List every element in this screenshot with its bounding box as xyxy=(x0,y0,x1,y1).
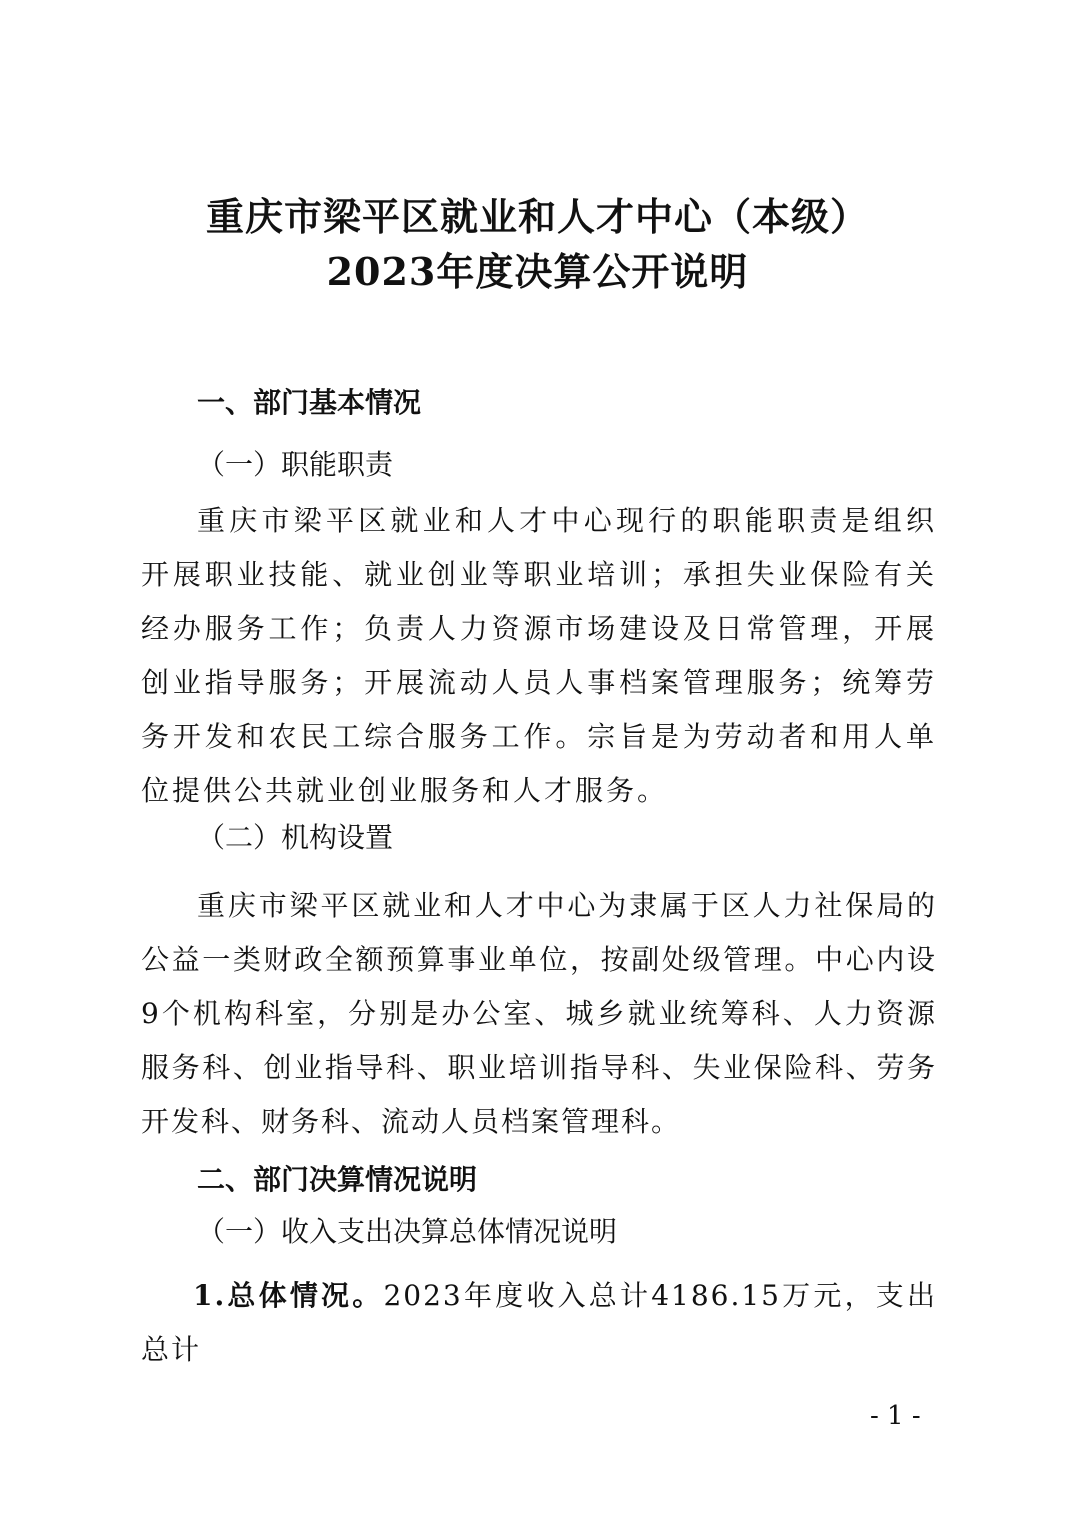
section2-sub1-heading: （一）收入支出决算总体情况说明 xyxy=(197,1215,618,1248)
section2-sub1-lead: 1.总体情况。 xyxy=(193,1279,384,1312)
section1-sub2-heading: （二）机构设置 xyxy=(197,821,394,854)
document-title-line2: 2023年度决算公开说明 xyxy=(326,249,749,294)
section2-sub1-body xyxy=(141,1269,937,1377)
section1-sub1-body: 重庆市梁平区就业和人才中心现行的职能职责是组织开展职业技能、就业创业等职业培训；承担失业保险有关经办服务工作；负责人力资源市场建设及日常管理，开展创业指导服务；开展流动人员人事档案管理服务；统筹劳务开发和农民工综合服务工作。宗旨是为劳动者和用人单位提供公共就业创业服务和人才服务。 xyxy=(141,504,937,807)
section1-sub2-body: 重庆市梁平区就业和人才中心为隶属于区人力社保局的公益一类财政全额预算事业单位，按副处级管理。中心内设9个机构科室，分别是办公室、城乡就业统筹科、人力资源服务科、创业指导科、职业培训指导科、失业保险科、劳务开发科、财务科、流动人员档案管理科。 xyxy=(141,889,937,1138)
section1-sub1-heading: （一）职能职责 xyxy=(197,448,394,481)
page-number: - 1 - xyxy=(870,1401,921,1431)
section1-heading: 一、部门基本情况 xyxy=(197,386,422,419)
section2-sub1-text: 2023年度收入总计4186.15万元，支出总计 xyxy=(141,1279,938,1366)
document-title-line1: 重庆市梁平区就业和人才中心（本级） xyxy=(205,194,869,239)
section2-heading: 二、部门决算情况说明 xyxy=(197,1163,478,1196)
